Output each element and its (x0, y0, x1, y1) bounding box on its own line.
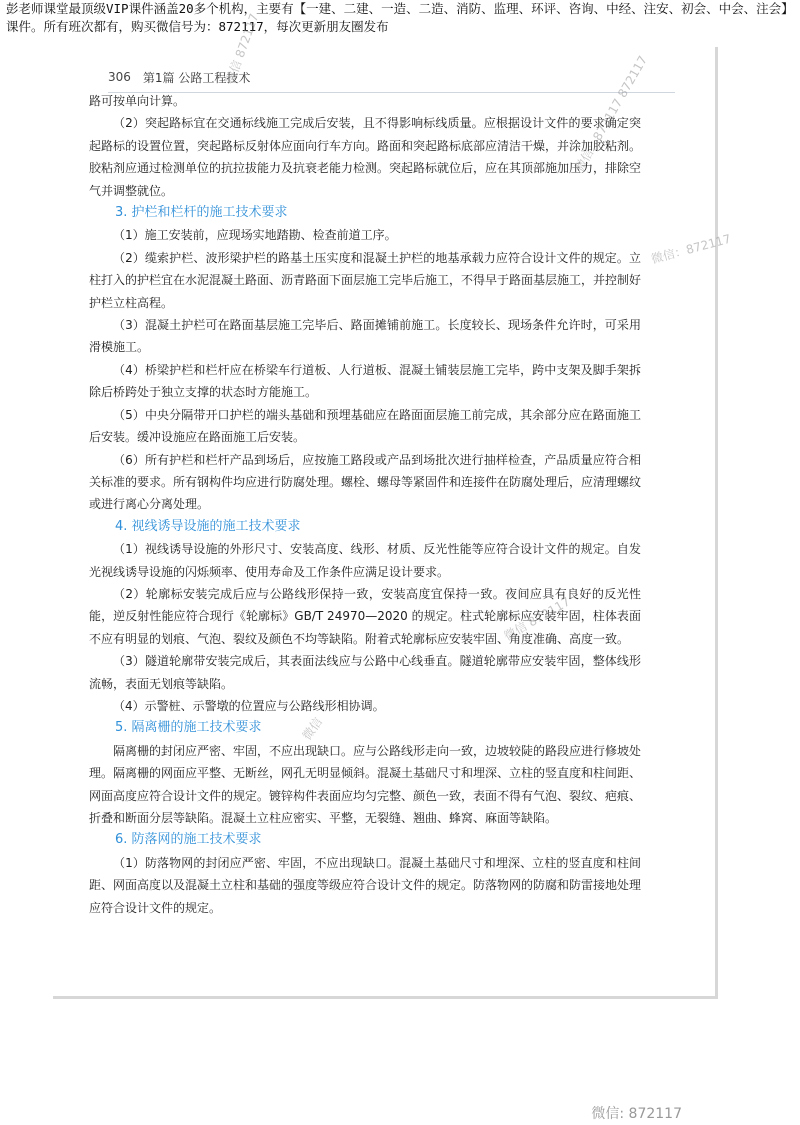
section-heading: 3. 护栏和栏杆的施工技术要求 (115, 205, 288, 221)
paragraph: （2）轮廓标安装完成后应与公路线形保持一致，安装高度宜保持一致。夜间应具有良好的反光性能，逆反射性能应符合现行《轮廓标》GB/T 24970—2020 的规定。柱式轮廓标应安装牢固，柱体表面不应有明显的划痕、气泡、裂纹及颜色不均等缺陷。附着式轮廓标应安装牢固、角度准确、高度一致。 (89, 586, 641, 646)
paragraph: 隔离栅的封闭应严密、牢固，不应出现缺口。应与公路线形走向一致，边坡较陡的路段应进行修坡处理。隔离栅的网面应平整、无断丝，网孔无明显倾斜。混凝土基础尺寸和埋深、立柱的竖直度和柱间距、网面高度应符合设计文件的规定。镀锌构件表面应均匀完整、颜色一致，表面不得有气泡、裂纹、疤痕、折叠和断面分层等缺陷。混凝土立柱应密实、平整，无裂缝、翘曲、蜂窝、麻面等缺陷。 (89, 743, 642, 825)
page-number: 306 (108, 70, 131, 84)
running-header (108, 66, 675, 93)
continued-line: 路可按单向计算。 (89, 94, 186, 108)
paragraph: （1）施工安装前，应现场实地踏勘、检查前道工序。 (113, 228, 397, 243)
paragraph: （4）桥梁护栏和栏杆应在桥梁车行道板、人行道板、混凝土铺装层施工完毕，跨中支架及脚手架拆除后桥跨处于独立支撑的状态时方能施工。 (89, 362, 641, 400)
watermark: 微信：872117 872117 (572, 53, 651, 175)
section-heading: 5. 隔离栅的施工技术要求 (115, 720, 262, 736)
watermark: 微信：872117 (649, 231, 733, 267)
paragraph: （3）隧道轮廓带安装完成后，其表面法线应与公路中心线垂直。隧道轮廓带应安装牢固，整体线形流畅，表面无划痕等缺陷。 (89, 654, 641, 691)
paragraph: （1）视线诱导设施的外形尺寸、安装高度、线形、材质、反光性能等应符合设计文件的规定。自发光视线诱导设施的闪烁频率、使用寿命及工作条件应满足设计要求。 (89, 542, 641, 579)
paragraph: （4）示警桩、示警墩的位置应与公路线形相协调。 (113, 698, 385, 713)
paragraph: （5）中央分隔带开口护栏的端头基础和预埋基础应在路面面层施工前完成，其余部分应在路面施工后安装。缓冲设施应在路面施工后安装。 (89, 407, 641, 445)
paragraph: （3）混凝土护栏可在路面基层施工完毕后、路面摊铺前施工。长度较长、现场条件允许时，可采用滑模施工。 (89, 318, 641, 355)
section-heading: 6. 防落网的施工技术要求 (115, 832, 262, 848)
paragraph: （1）防落物网的封闭应严密、牢固，不应出现缺口。混凝土基础尺寸和埋深、立柱的竖直度和柱间距、网面高度以及混凝土立柱和基础的强度等级应符合设计文件的规定。防落物网的防腐和防雷接地处理应符合设计文件的规定。 (89, 855, 642, 915)
page-body (89, 90, 641, 919)
paragraph: （2）突起路标宜在交通标线施工完成后安装，且不得影响标线质量。应根据设计文件的要求确定突起路标的设置位置，突起路标反射体应面向行车方向。路面和突起路标底部应清洁干燥，并涂加胶粘剂。胶粘剂应通过检测单位的抗拉拔能力及抗衰老能力检测。突起路标就位后，应在其顶部施加压力，排除空气并调整就位。 (89, 116, 642, 198)
watermark: 微信 872117 (501, 594, 573, 644)
promo-banner: 彭老师课堂最顶级VIP课件涵盖20多个机构，主要有【一建、二建、一造、二造、消防、监理、环评、咨询、中经、注安、初会、中会、注会】课件。所有班次都有，购买微信号为：872117，每次更新朋友圈发布 (6, 1, 794, 34)
footer-watermark: 微信: 872117 (591, 1106, 682, 1122)
watermark: 微信 872117 (223, 11, 262, 86)
section-heading: 4. 视线诱导设施的施工技术要求 (115, 518, 301, 534)
paragraph: （6）所有护栏和栏杆产品到场后，应按施工路段或产品到场批次进行抽样检查，产品质量应符合相关标准的要求。所有钢构件均应进行防腐处理。螺栓、螺母等紧固件和连接件在防腐处理后，应清理螺纹或进行离心分离处理。 (89, 452, 642, 512)
watermark: 微信 (299, 714, 326, 743)
paragraph: （2）缆索护栏、波形梁护栏的路基土压实度和混凝土护栏的地基承载力应符合设计文件的规定。立柱打入的护栏宜在水泥混凝土路面、沥青路面下面层施工完毕后施工，不得早于路面基层施工，并控制好护栏立柱高程。 (89, 250, 642, 310)
part-title: 第1篇 公路工程技术 (142, 70, 251, 85)
